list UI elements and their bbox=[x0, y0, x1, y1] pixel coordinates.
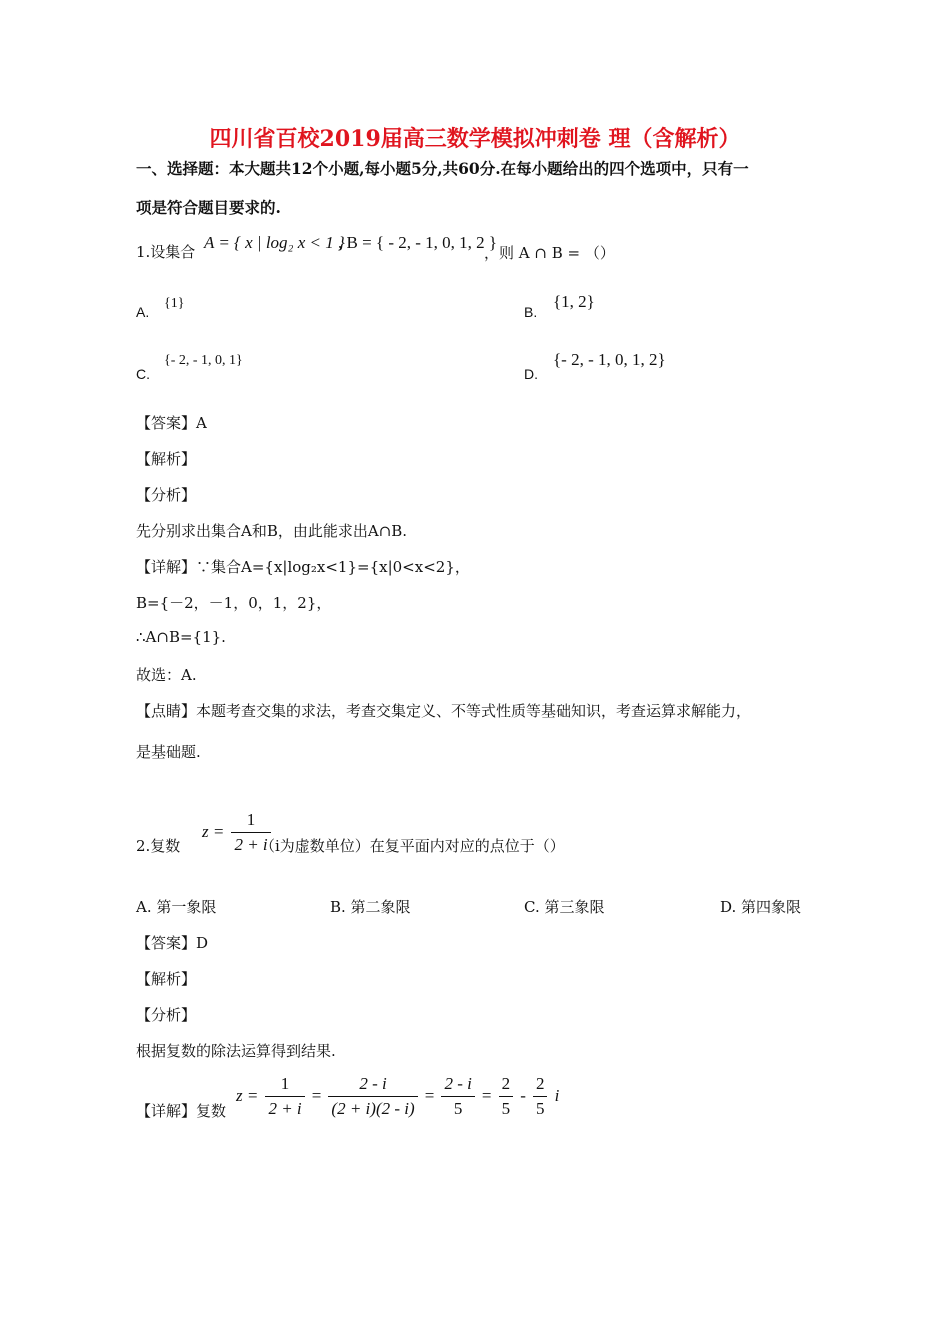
q1-detail-line2: B={－2，－1，0，1，2}， bbox=[136, 594, 332, 612]
q1-answer: 【答案】A bbox=[136, 414, 207, 432]
q1-set-b: , B = { - 2, - 1, 0, 1, 2 } bbox=[338, 233, 498, 252]
q2-question: （i为虚数单位）在复平面内对应的点位于（） bbox=[260, 837, 565, 855]
q2-detail-eq-1: = bbox=[311, 1086, 322, 1105]
q2-fraction-denominator: 2 + i bbox=[234, 835, 268, 854]
q2-detail-fraction-5-num: 2 bbox=[533, 1074, 548, 1097]
q1-option-b-value: {1, 2} bbox=[553, 292, 595, 311]
q2-option-b: B. 第二象限 bbox=[330, 898, 411, 916]
q2-detail-eq-2: = bbox=[424, 1086, 435, 1105]
q1-question: ，则 A ∩ B = （） bbox=[484, 244, 615, 262]
q2-detail-fraction-2-den: (2 + i)(2 - i) bbox=[331, 1099, 415, 1118]
q2-analysis-heading: 【解析】 bbox=[136, 970, 197, 988]
q2-detail-fraction-5-den: 5 bbox=[535, 1099, 545, 1118]
q2-detail-prefix: 【详解】复数 bbox=[136, 1102, 227, 1120]
q1-fenxi-heading: 【分析】 bbox=[136, 486, 197, 504]
q2-detail-minus: - bbox=[520, 1086, 526, 1105]
q2-fenxi: 根据复数的除法运算得到结果. bbox=[136, 1042, 336, 1060]
q2-z-eq: z = bbox=[202, 822, 225, 841]
q2-detail-fraction-5 bbox=[533, 1074, 548, 1119]
q1-set-a: A = { x | log₂ x < 1 } bbox=[204, 233, 345, 252]
q2-detail-imaginary-unit: i bbox=[554, 1086, 560, 1105]
q1-option-a-label: A. bbox=[136, 304, 150, 320]
section-heading-line1: 一、选择题：本大题共12个小题,每小题5分,共60分.在每小题给出的四个选项中，只有一 bbox=[136, 159, 749, 178]
q2-option-d: D. 第四象限 bbox=[720, 898, 802, 916]
q2-detail-fraction-2 bbox=[328, 1074, 417, 1119]
q2-detail-formula bbox=[236, 1074, 559, 1119]
q1-detail-line1: 【详解】∵集合A={x|log₂x<1}={x|0<x<2}， bbox=[136, 558, 470, 576]
q2-fraction-numerator: 1 bbox=[231, 810, 270, 833]
q2-detail-fraction-3-den: 5 bbox=[453, 1099, 463, 1118]
q1-comment-line2: 是基础题. bbox=[136, 743, 201, 761]
q2-detail-fraction-4-den: 5 bbox=[501, 1099, 511, 1118]
section-heading-line2: 项是符合题目要求的. bbox=[136, 198, 281, 217]
document-title: 四川省百校2019届高三数学模拟冲刺卷 理（含解析） bbox=[209, 126, 741, 152]
q2-prefix: 2.复数 bbox=[136, 837, 181, 855]
q1-prefix: 1.设集合 bbox=[136, 243, 196, 261]
q2-detail-fraction-1-num: 1 bbox=[265, 1074, 304, 1097]
q2-detail-fraction-1-den: 2 + i bbox=[268, 1099, 302, 1118]
q2-detail-fraction-3 bbox=[441, 1074, 474, 1119]
q2-detail-eq-3: = bbox=[481, 1086, 492, 1105]
q2-detail-fraction-4-num: 2 bbox=[499, 1074, 514, 1097]
q2-option-a: A. 第一象限 bbox=[136, 898, 217, 916]
q1-analysis-heading: 【解析】 bbox=[136, 450, 197, 468]
q1-fenxi: 先分别求出集合A和B，由此能求出A∩B. bbox=[136, 522, 408, 540]
q2-detail-z-eq: z = bbox=[236, 1086, 259, 1105]
q2-detail-fraction-4 bbox=[499, 1074, 514, 1119]
q1-option-d-label: D. bbox=[524, 366, 538, 382]
q1-detail-line4: 故选：A. bbox=[136, 666, 197, 684]
q1-comment-line1: 【点睛】本题考查交集的求法，考查交集定义、不等式性质等基础知识，考查运算求解能力， bbox=[136, 702, 752, 720]
q1-detail-line3: ∴A∩B={1}. bbox=[136, 628, 226, 646]
q1-option-b-label: B. bbox=[524, 304, 538, 320]
q1-option-a-value: {1} bbox=[164, 296, 185, 311]
q2-answer: 【答案】D bbox=[136, 934, 209, 952]
q1-option-c-label: C. bbox=[136, 366, 150, 382]
q2-detail-fraction-2-num: 2 - i bbox=[328, 1074, 417, 1097]
q2-detail-fraction-3-num: 2 - i bbox=[441, 1074, 474, 1097]
q1-option-d-value: {- 2, - 1, 0, 1, 2} bbox=[553, 350, 666, 369]
q2-option-c: C. 第三象限 bbox=[524, 898, 605, 916]
q1-option-c-value: {- 2, - 1, 0, 1} bbox=[164, 353, 243, 368]
q2-detail-fraction-1 bbox=[265, 1074, 304, 1119]
q2-fenxi-heading: 【分析】 bbox=[136, 1006, 197, 1024]
